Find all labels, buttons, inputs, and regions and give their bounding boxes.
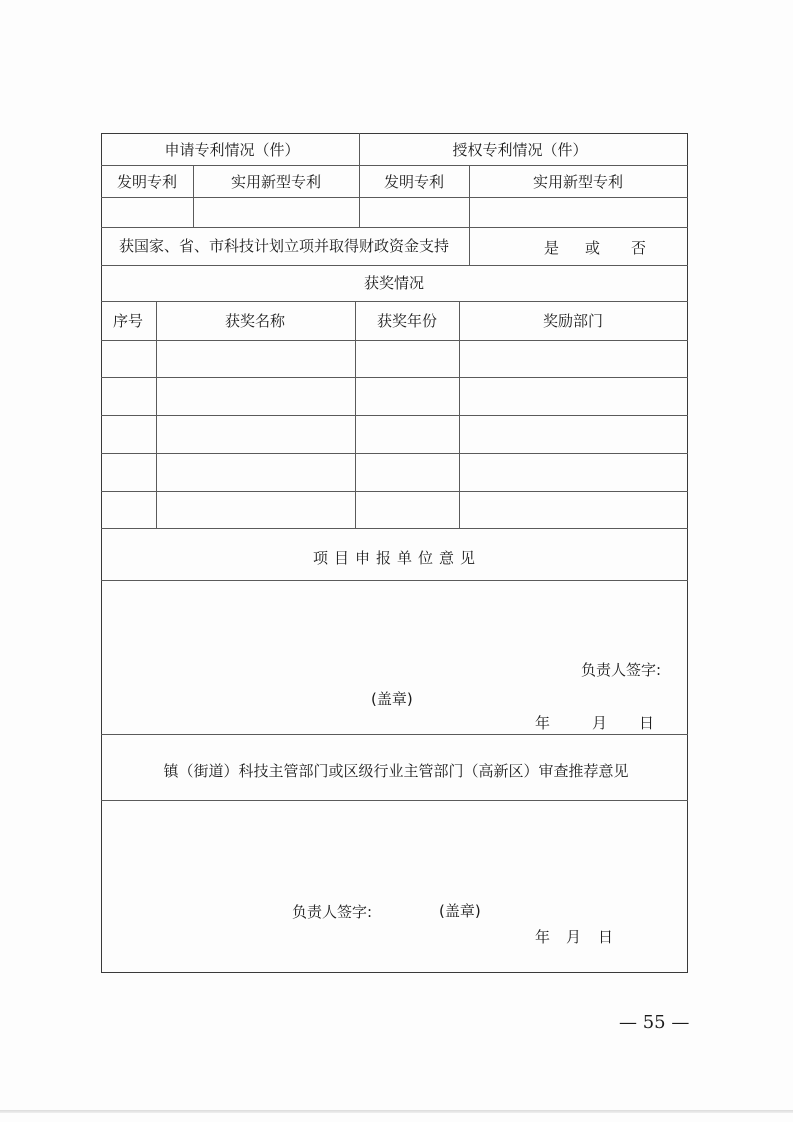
- review-date-day: 日: [598, 928, 614, 946]
- column-divider: [359, 133, 360, 227]
- review-seal-label: (盖章): [439, 902, 481, 920]
- row-divider: [101, 301, 688, 302]
- applicant-seal-label: (盖章): [371, 690, 413, 708]
- applied-patents-header: 申请专利情况（件）: [164, 141, 300, 159]
- row-divider: [101, 734, 688, 735]
- applicant-date-year: 年: [535, 714, 551, 732]
- column-divider: [469, 227, 470, 265]
- row-divider: [101, 265, 688, 266]
- row-divider: [101, 340, 688, 341]
- awards-col-dept: 奖励部门: [542, 312, 604, 330]
- page-number: — 55 —: [619, 1012, 690, 1033]
- awards-col-year: 获奖年份: [376, 312, 438, 330]
- applied-invention-label: 发明专利: [116, 173, 178, 191]
- funding-yes: 是: [544, 239, 560, 257]
- column-divider: [156, 301, 157, 528]
- funding-or: 或: [585, 239, 601, 257]
- row-divider: [101, 800, 688, 801]
- funding-no: 否: [631, 239, 647, 257]
- row-divider: [101, 580, 688, 581]
- column-divider: [459, 301, 460, 528]
- granted-patents-header: 授权专利情况（件）: [452, 141, 588, 159]
- row-divider: [101, 197, 688, 198]
- review-opinion-title: 镇（街道）科技主管部门或区级行业主管部门（高新区）审查推荐意见: [163, 762, 629, 780]
- review-date-year: 年: [535, 928, 551, 946]
- column-divider: [469, 165, 470, 227]
- applicant-opinion-title: 项目申报单位意见: [312, 549, 482, 567]
- review-date-month: 月: [566, 928, 582, 946]
- funding-label: 获国家、省、市科技计划立项并取得财政资金支持: [118, 237, 450, 255]
- row-divider: [101, 453, 688, 454]
- row-divider: [101, 491, 688, 492]
- granted-utility-label: 实用新型专利: [532, 173, 624, 191]
- applied-utility-label: 实用新型专利: [230, 173, 322, 191]
- row-divider: [101, 415, 688, 416]
- awards-title: 获奖情况: [363, 274, 425, 292]
- column-divider: [355, 301, 356, 528]
- applicant-date-month: 月: [592, 714, 608, 732]
- row-divider: [101, 165, 688, 166]
- row-divider: [101, 377, 688, 378]
- review-signature-label: 负责人签字:: [292, 903, 373, 921]
- granted-invention-label: 发明专利: [383, 173, 445, 191]
- row-divider: [101, 528, 688, 529]
- applicant-date-day: 日: [639, 714, 655, 732]
- awards-col-name: 获奖名称: [224, 312, 286, 330]
- scan-edge-rule: [0, 1110, 793, 1113]
- row-divider: [101, 227, 688, 228]
- awards-col-no: 序号: [112, 312, 144, 330]
- column-divider: [193, 165, 194, 227]
- applicant-signature-label: 负责人签字:: [581, 661, 662, 679]
